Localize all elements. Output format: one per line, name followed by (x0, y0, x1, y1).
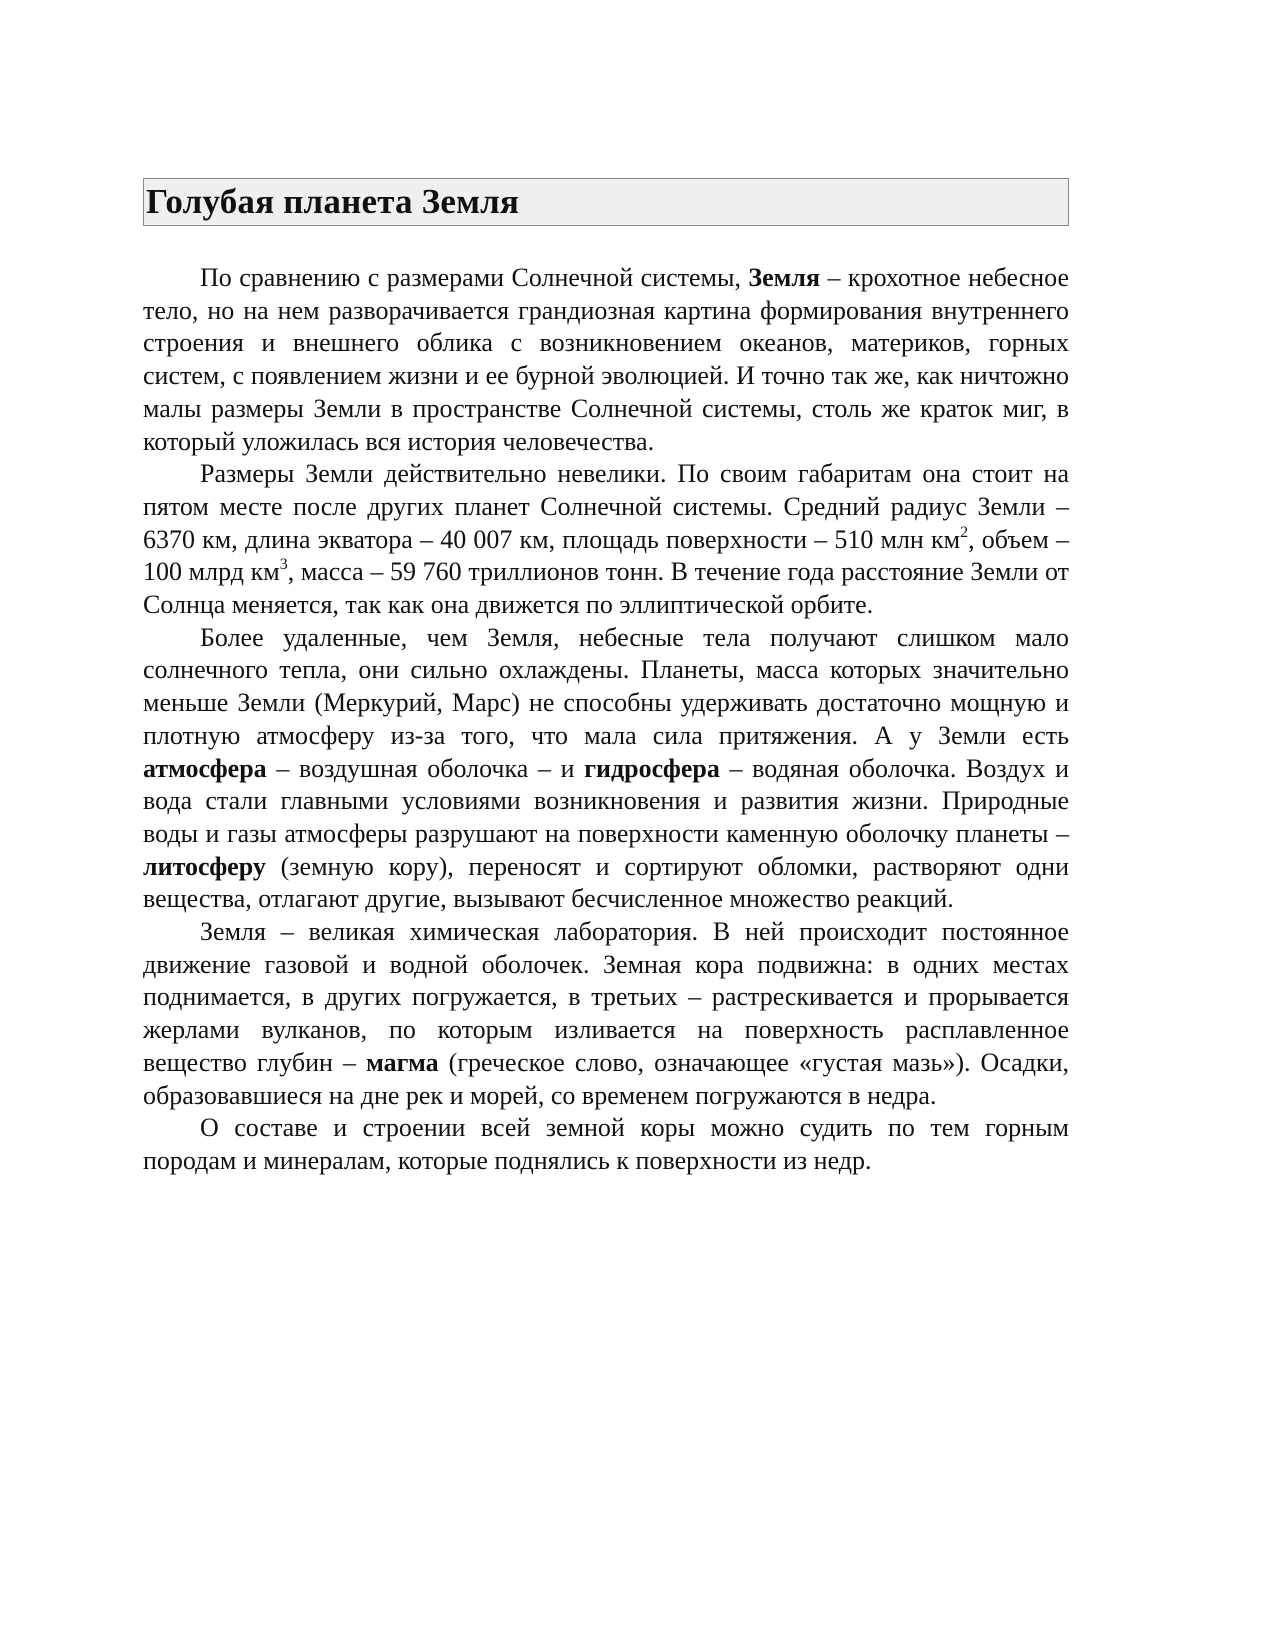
paragraph-3 (143, 622, 1069, 916)
text-run: О составе и строении всей земной коры можно судить по тем горным породам и минералам, которые поднялись к поверхности из недр. (143, 1113, 1069, 1175)
bold-term-lithosphere: литосферу (143, 851, 266, 881)
paragraph-2 (143, 458, 1069, 622)
body-text (143, 262, 1069, 1178)
bold-term-hydrosphere: гидросфера (584, 753, 720, 783)
text-run: Размеры Земли действительно невелики. По своим габаритам она стоит на пятом месте после других планет Солнечной системы. Средний радиус Земли – 6370 км, длина экватора – 40 007 км, площадь поверхности – 510 млн км (143, 459, 1069, 554)
bold-term-magma: магма (366, 1047, 439, 1077)
text-run: (земную кору), переносят и сортируют обломки, растворяют одни вещества, отлагают другие, вызывают бесчисленное множество реакций. (143, 851, 1069, 914)
paragraph-1 (143, 262, 1069, 458)
text-run: – воздушная оболочка – и (266, 753, 585, 783)
text-run: Земля – великая химическая лаборатория. В ней происходит постоянное движение газовой и водной оболочек. Земная кора подвижна: в одних местах поднимается, в других погружается, в третьих – растрескивается и прорывается жерлами вулканов, по которым изливается на поверхность расплавленное вещество глубин – (143, 917, 1069, 1077)
title-box (143, 178, 1069, 226)
text-run: По сравнению с размерами Солнечной системы, (200, 263, 749, 292)
text-run: Более удаленные, чем Земля, небесные тела получают слишком мало солнечного тепла, они сильно охлаждены. Планеты, масса которых значительно меньше Земли (Меркурий, Марс) не способны удерживать достаточно мощную и плотную атмосферу из-за того, что мала сила притяжения. А у Земли есть (143, 622, 1069, 750)
superscript-3: 3 (279, 556, 288, 574)
text-run: , объем – 100 млрд км (143, 524, 1069, 587)
text-run: , масса – 59 760 триллионов тонн. В течение года расстояние Земли от Солнца меняется, так как она движется по эллиптической орбите. (143, 557, 1069, 620)
bold-term-atmosphere: атмосфера (143, 753, 267, 783)
paragraph-5 (143, 1112, 1069, 1177)
superscript-2: 2 (960, 523, 969, 541)
text-run: – водяная оболочка. Воздух и вода стали главными условиями возникновения и развития жизни. Природные воды и газы атмосферы разрушают на поверхности каменную оболочку планеты – (143, 753, 1069, 848)
text-run: – крохотное небесное тело, но на нем разворачивается грандиозная картина формирования внутреннего строения и внешнего облика с возникновением океанов, материков, горных систем, с появлением жизни и ее бурной эволюцией. И точно так же, как ничтожно малы размеры Земли в пространстве Солнечной системы, столь же краток миг, в который уложилась вся история человечества. (143, 263, 1070, 456)
bold-term-earth: Земля (748, 263, 821, 292)
document-page (143, 178, 1069, 1178)
page-title: Голубая планета Земля (146, 182, 520, 221)
text-run: (греческое слово, означающее «густая мазь»). Осадки, образовавшиеся на дне рек и морей, со временем погружаются в недра. (143, 1047, 1070, 1110)
paragraph-4 (143, 916, 1069, 1112)
